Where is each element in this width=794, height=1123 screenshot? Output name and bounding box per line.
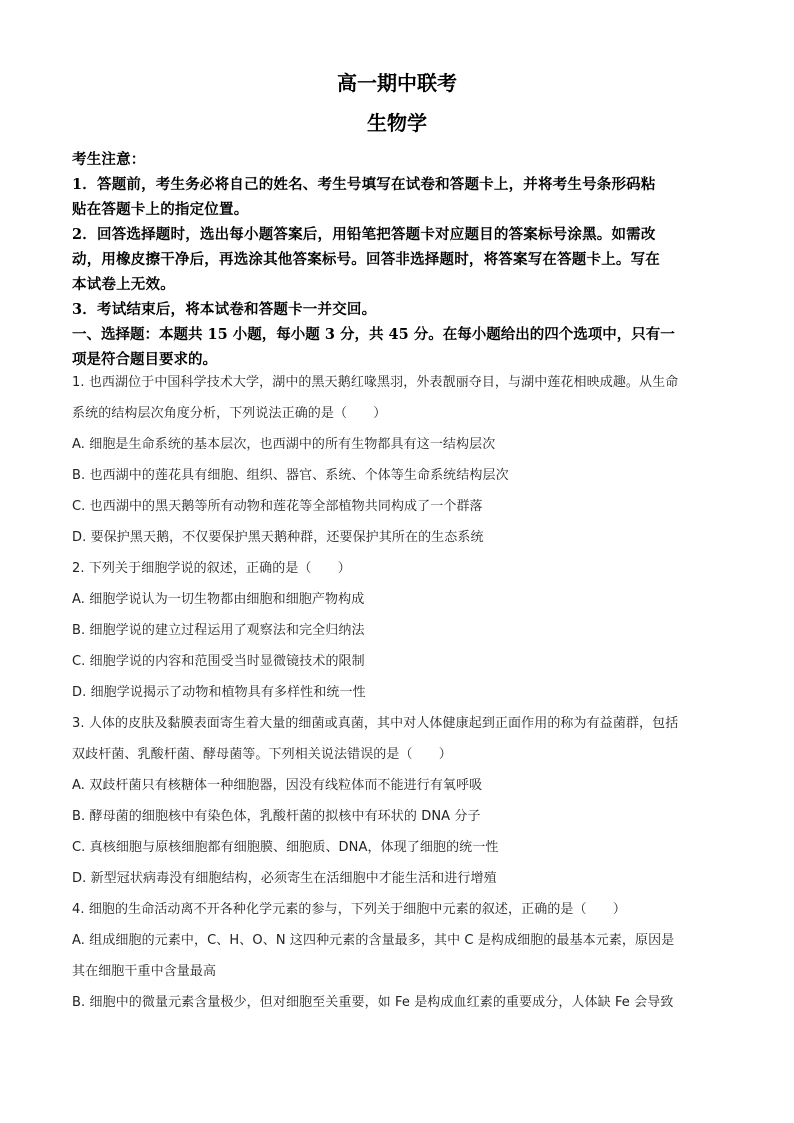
question-2	[72, 553, 722, 708]
question-2-option-c[interactable]: C. 细胞学说的内容和范围受当时显微镜技术的限制	[72, 654, 365, 669]
question-1-option-b[interactable]: B. 也西湖中的莲花具有细胞、组织、器官、系统、个体等生命系统结构层次	[72, 468, 509, 483]
exam-title: 高一期中联考	[337, 71, 457, 95]
notice-item-1-line-2: 贴在答题卡上的指定位置。	[72, 201, 249, 218]
question-1-option-d[interactable]: D. 要保护黑天鹅，不仅要保护黑天鹅种群，还要保护其所在的生态系统	[72, 530, 484, 545]
question-3	[72, 708, 722, 894]
notice-item-1-line-1: 1．答题前，考生务必将自己的姓名、考生号填写在试卷和答题卡上，并将考生号条形码粘	[72, 176, 656, 193]
question-3-stem-line-2: 双歧杆菌、乳酸杆菌、酵母菌等。下列相关说法错误的是（ ）	[72, 747, 452, 762]
notice-item-2-line-2: 动，用橡皮擦干净后，再选涂其他答案标号。回答非选择题时，将答案写在答题卡上。写在	[72, 251, 660, 268]
question-3-option-a[interactable]: A. 双歧杆菌只有核糖体一种细胞器，因没有线粒体而不能进行有氧呼吸	[72, 778, 483, 793]
question-3-option-c[interactable]: C. 真核细胞与原核细胞都有细胞膜、细胞质、DNA，体现了细胞的统一性	[72, 840, 499, 855]
notice-item-2-line-3: 本试卷上无效。	[72, 276, 175, 293]
notice-item-3-line-1: 3．考试结束后，将本试卷和答题卡一并交回。	[72, 301, 377, 318]
question-4-option-a-continued: 其在细胞干重中含量最高	[72, 964, 217, 979]
notice-item-2-line-1: 2．回答选择题时，选出每小题答案后，用铅笔把答题卡对应题目的答案标号涂黑。如需改	[72, 226, 656, 243]
question-1-option-a[interactable]: A. 细胞是生命系统的基本层次，也西湖中的所有生物都具有这一结构层次	[72, 437, 496, 452]
question-2-option-a[interactable]: A. 细胞学说认为一切生物都由细胞和细胞产物构成	[72, 592, 365, 607]
question-1	[72, 367, 722, 553]
question-2-option-d[interactable]: D. 细胞学说揭示了动物和植物具有多样性和统一性	[72, 685, 366, 700]
section-heading	[72, 322, 722, 372]
subject-title: 生物学	[367, 111, 427, 135]
question-1-stem-line-1: 1. 也西湖位于中国科学技术大学，湖中的黑天鹅红喙黑羽，外表靓丽夺目，与湖中莲花相映成趣。从生命	[72, 375, 679, 390]
section-heading-line-2: 项是符合题目要求的。	[72, 351, 217, 368]
question-1-stem-line-2: 系统的结构层次角度分析，下列说法正确的是（ ）	[72, 406, 387, 421]
notice-block	[72, 147, 722, 322]
question-3-option-b[interactable]: B. 酵母菌的细胞核中有染色体，乳酸杆菌的拟核中有环状的 DNA 分子	[72, 809, 481, 824]
question-3-option-d[interactable]: D. 新型冠状病毒没有细胞结构，必须寄生在活细胞中才能生活和进行增殖	[72, 871, 497, 886]
question-4-option-a[interactable]: A. 组成细胞的元素中，C、H、O、N 这四种元素的含量最多，其中 C 是构成细胞的最基本元素，原因是	[72, 933, 675, 948]
section-heading-line-1: 一、选择题：本题共 15 小题，每小题 3 分，共 45 分。在每小题给出的四个选项中，只有一	[72, 326, 675, 343]
question-3-stem-line-1: 3. 人体的皮肤及黏膜表面寄生着大量的细菌或真菌，其中对人体健康起到正面作用的称为有益菌群，包括	[72, 716, 679, 731]
question-4-option-b[interactable]: B. 细胞中的微量元素含量极少，但对细胞至关重要，如 Fe 是构成血红素的重要成分，人体缺 Fe 会导致	[72, 995, 674, 1010]
question-1-option-c[interactable]: C. 也西湖中的黑天鹅等所有动物和莲花等全部植物共同构成了一个群落	[72, 499, 483, 514]
question-2-stem-line-1: 2. 下列关于细胞学说的叙述，正确的是（ ）	[72, 561, 351, 576]
question-4	[72, 894, 722, 1018]
notice-heading: 考生注意：	[72, 151, 146, 168]
question-2-option-b[interactable]: B. 细胞学说的建立过程运用了观察法和完全归纳法	[72, 623, 365, 638]
question-4-stem-line-1: 4. 细胞的生命活动离不开各种化学元素的参与，下列关于细胞中元素的叙述，正确的是（ ）	[72, 902, 626, 917]
